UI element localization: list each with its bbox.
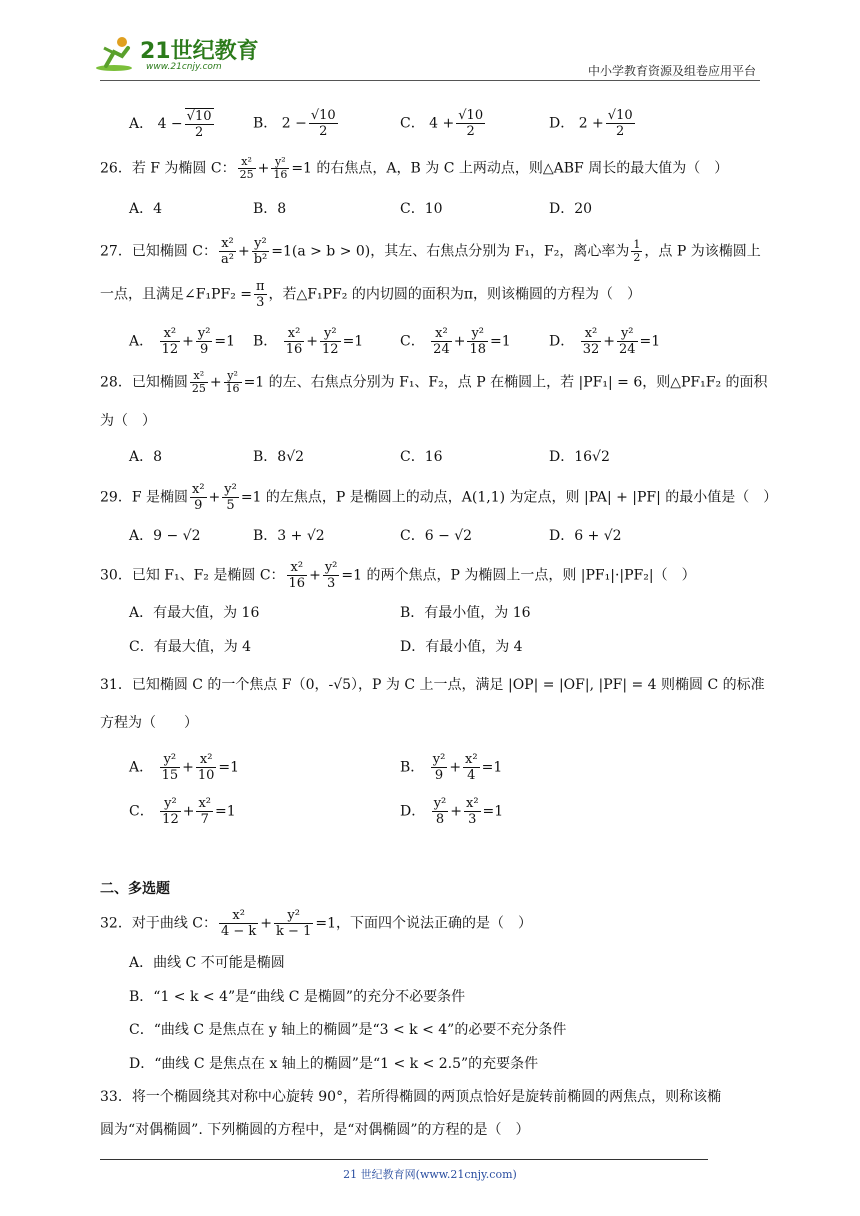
- option-b[interactable]: B．3 + √2: [253, 528, 325, 544]
- option-b[interactable]: B．8: [253, 201, 287, 217]
- question-32: 32．对于曲线 C： $\frac{\text{x²}}{4 - k}$ + $\frac{\text{y²}}{k - 1}$ =1，下面四个说法正确的是（ ）: [100, 908, 532, 939]
- option-b[interactable]: B．有最小值，为 16: [400, 605, 531, 621]
- option-b[interactable]: B．“1 < k < 4”是“曲线 C 是椭圆”的充分不必要条件: [129, 989, 466, 1005]
- option-d[interactable]: D． $\frac{\text{y²}}{8}$ + $\frac{\text{x²}}{3}$ =1: [400, 796, 504, 827]
- footer-text[interactable]: 21 世纪教育网(www.21cnjy.com): [343, 1168, 517, 1181]
- option-d[interactable]: D． 2 + $\frac{√10}{2}$: [549, 108, 633, 139]
- logo-url: www.21cnjy.com: [146, 62, 222, 72]
- option-a[interactable]: A． $\frac{\text{x²}}{12}$ + $\frac{\text{y²}}{9}$ =1: [129, 326, 236, 357]
- option-d[interactable]: D．6 + √2: [549, 528, 622, 544]
- option-a[interactable]: A． 4 − $\frac{√10}{2}$: [129, 109, 212, 140]
- option-c[interactable]: C．6 − √2: [400, 528, 473, 544]
- option-d[interactable]: D．20: [549, 201, 593, 217]
- option-c[interactable]: C． $\frac{\text{x²}}{24}$ + $\frac{\text{y²}}{18}$ =1: [400, 326, 511, 357]
- question-33-line2: 圆为“对偶椭圆”. 下列椭圆的方程中，是“对偶椭圆”的方程的是（ ）: [100, 1122, 530, 1138]
- option-d[interactable]: D．有最小值，为 4: [400, 639, 523, 655]
- option-b[interactable]: B． $\frac{\text{y²}}{9}$ + $\frac{\text{x²}}{4}$ =1: [400, 752, 503, 783]
- header-title: 中小学教育资源及组卷应用平台: [587, 64, 756, 78]
- option-a[interactable]: A．9 − √2: [129, 528, 201, 544]
- option-d[interactable]: D．“曲线 C 是焦点在 x 轴上的椭圆”是“1 < k < 2.5”的充要条件: [129, 1056, 539, 1072]
- footer-divider: [100, 1159, 708, 1160]
- question-30: 30．已知 F₁、F₂ 是椭圆 C： $\frac{\text{x²}}{16}$ + $\frac{\text{y²}}{3}$ =1 的两个焦点，P 为椭圆上一点，则 |PF₁|·|PF₂|（ ）: [100, 560, 696, 591]
- option-b[interactable]: B． 2 − $\frac{√10}{2}$: [253, 108, 336, 139]
- option-c[interactable]: C．“曲线 C 是焦点在 y 轴上的椭圆”是“3 < k < 4”的必要不充分条件: [129, 1022, 567, 1038]
- option-d[interactable]: D．16√2: [549, 449, 610, 465]
- question-27-line2: 一点，且满足∠F₁PF₂ = $\frac{\pi}{3}$ ，若△F₁PF₂ 的内切圆的面积为π，则该椭圆的方程为（ ）: [100, 279, 642, 310]
- question-28-line1: 28．已知椭圆 $\frac{\text{x²}}{25}$ + $\frac{\text{y²}}{16}$ =1 的左、右焦点分别为 F₁、F₂，点 P 在椭圆上，若 |PF₁| = 6，则△PF₁F₂ 的面积: [100, 369, 768, 395]
- option-a[interactable]: A． $\frac{\text{y²}}{15}$ + $\frac{\text{x²}}{10}$ =1: [129, 752, 240, 783]
- question-29: 29．F 是椭圆 $\frac{\text{x²}}{9}$ + $\frac{\text{y²}}{5}$ =1 的左焦点，P 是椭圆上的动点，A(1,1) 为定点，则 |PA| + |PF| 的最小值是（ ）: [100, 482, 778, 513]
- option-b[interactable]: B． $\frac{\text{x²}}{16}$ + $\frac{\text{y²}}{12}$ =1: [253, 326, 364, 357]
- section-title: 二、多选题: [100, 881, 170, 897]
- option-c[interactable]: C． 4 + $\frac{√10}{2}$: [400, 108, 484, 139]
- option-a[interactable]: A．8: [129, 449, 163, 465]
- question-26: 26．若 F 为椭圆 C： $\frac{\text{x²}}{25}$ + $\frac{\text{y²}}{16}$ =1 的右焦点，A，B 为 C 上两动点，则△ABF 周长的最大值为（ ）: [100, 155, 729, 181]
- option-c[interactable]: C．10: [400, 201, 443, 217]
- option-a[interactable]: A．有最大值，为 16: [129, 605, 260, 621]
- option-c[interactable]: C．16: [400, 449, 443, 465]
- question-33-line1: 33．将一个椭圆绕其对称中心旋转 90°，若所得椭圆的两顶点恰好是旋转前椭圆的两焦点，则称该椭: [100, 1089, 722, 1105]
- header-divider: [100, 80, 760, 81]
- option-a[interactable]: A．曲线 C 不可能是椭圆: [129, 955, 285, 971]
- option-c[interactable]: C．有最大值，为 4: [129, 639, 252, 655]
- question-31-line1: 31．已知椭圆 C 的一个焦点 F（0，-√5），P 为 C 上一点，满足 |OP| = |OF|, |PF| = 4 则椭圆 C 的标准: [100, 677, 765, 693]
- logo-text: 21世纪教育: [140, 39, 259, 64]
- question-28-line2: 为（ ）: [100, 413, 156, 429]
- question-31-line2: 方程为（ ）: [100, 715, 198, 731]
- option-b[interactable]: B．8√2: [253, 449, 305, 465]
- option-c[interactable]: C． $\frac{\text{y²}}{12}$ + $\frac{\text{x²}}{7}$ =1: [129, 796, 236, 827]
- question-27-line1: 27．已知椭圆 C： $\frac{\text{x²}}{\text{a²}}$ + $\frac{\text{y²}}{\text{b²}}$ =1(a > b > 0)，其左、右焦点分别为 F₁，F₂，离心率为 $\frac{1}{2}$ ，点 P 为该椭圆上: [100, 236, 761, 267]
- option-d[interactable]: D． $\frac{\text{x²}}{32}$ + $\frac{\text{y²}}{24}$ =1: [549, 326, 661, 357]
- option-a[interactable]: A．4: [129, 201, 163, 217]
